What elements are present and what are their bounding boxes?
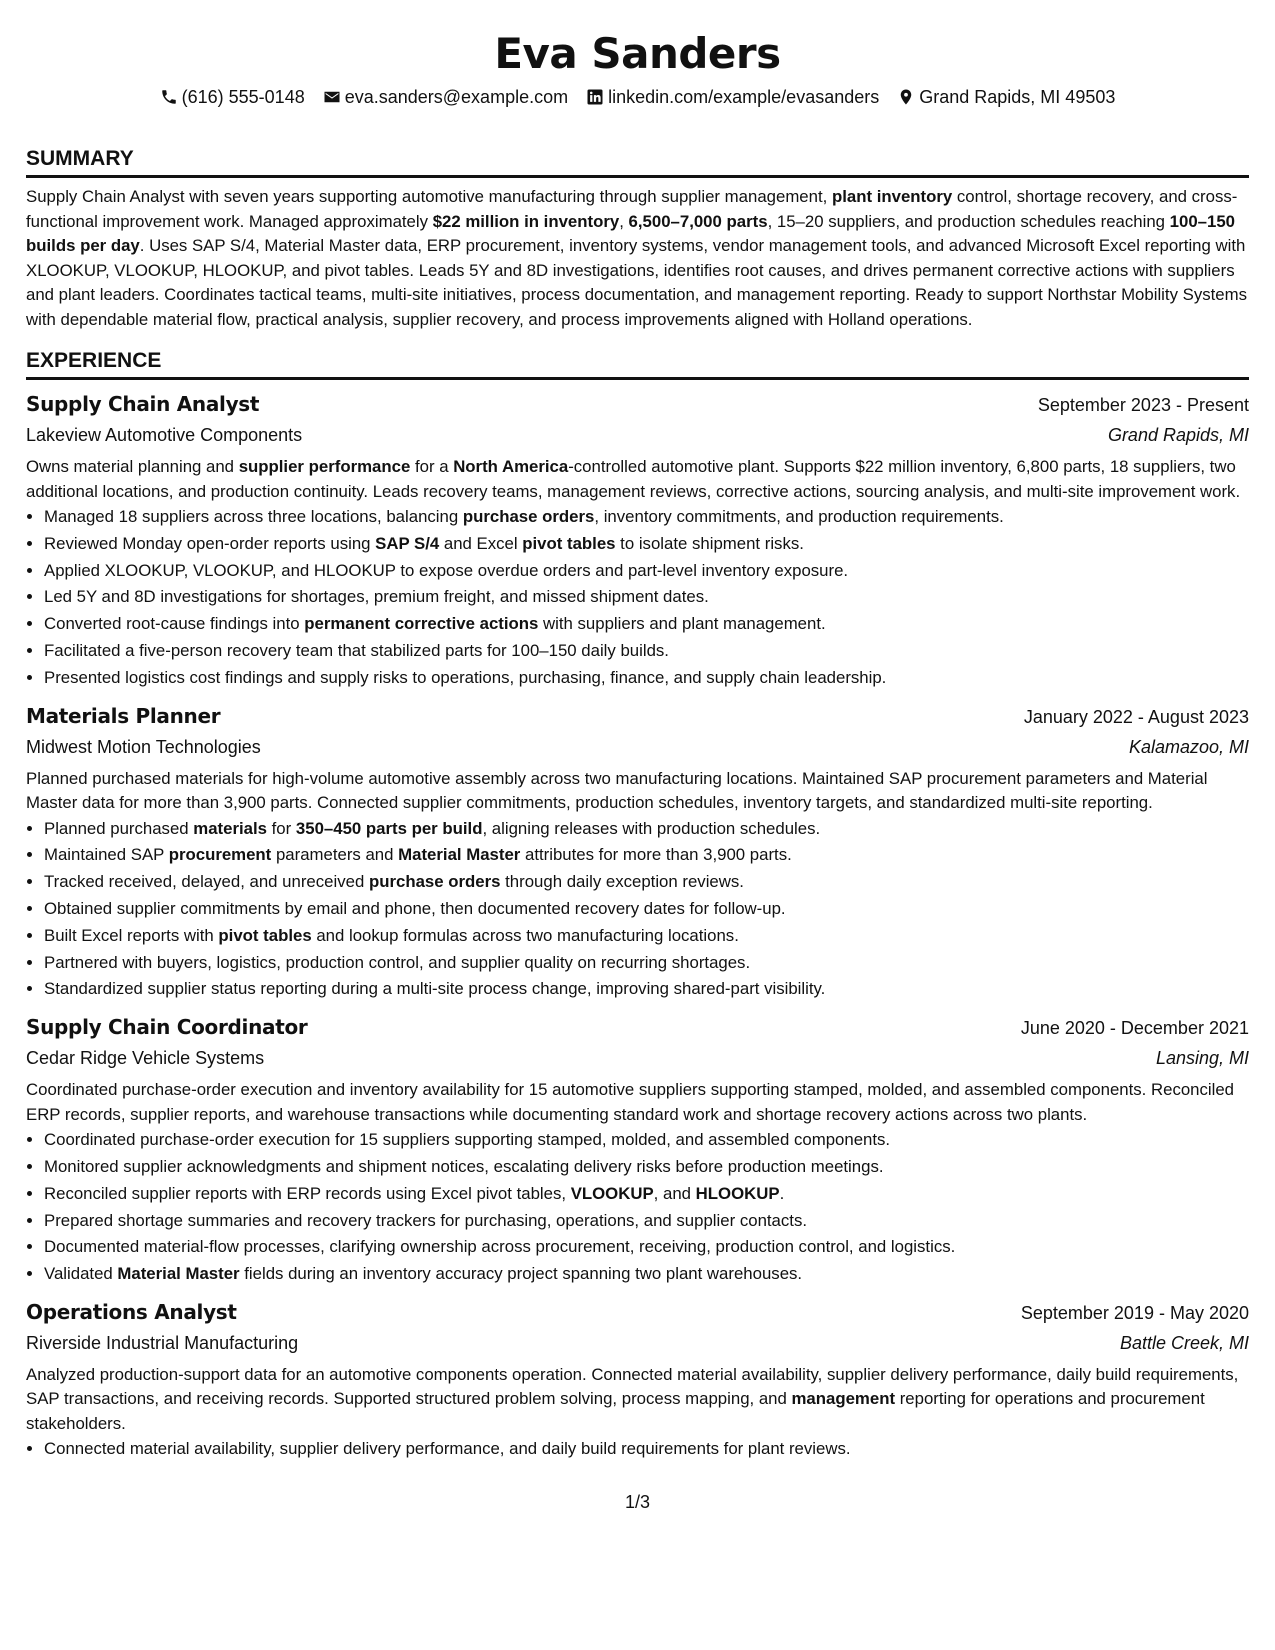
list-item — [44, 923, 1249, 950]
job-entry — [26, 1297, 1249, 1463]
job-title: Operations Analyst — [26, 1299, 237, 1324]
job-header-row — [26, 1012, 1249, 1043]
text-run: and Excel — [439, 533, 523, 553]
text-run: Reconciled supplier reports with ERP records using Excel pivot tables, — [44, 1183, 571, 1203]
bold-keyword: plant inventory — [831, 187, 953, 206]
bold-keyword: procurement — [168, 845, 272, 865]
list-item — [44, 611, 1249, 638]
text-run: to isolate shipment risks. — [615, 533, 804, 553]
job-location: Kalamazoo, MI — [1128, 736, 1249, 757]
job-dates: January 2022 - August 2023 — [1023, 706, 1249, 727]
text-run: parameters and — [271, 845, 399, 865]
bold-keyword: 6,500–7,000 parts — [628, 211, 768, 231]
text-run: . — [779, 1183, 785, 1203]
text-run: for — [266, 818, 296, 838]
job-description — [26, 767, 1249, 816]
text-run: Analyzed production-support data for an automotive components operation. Connected material availability, supplier delivery performance, daily build requirements, SAP transactions, and receiving records. Supported structured problem solving, process mapping, and — [26, 1364, 1239, 1409]
job-company-row — [26, 1043, 1249, 1073]
job-company: Midwest Motion Technologies — [26, 736, 261, 757]
text-run: , and — [653, 1183, 696, 1203]
job-bullet-list — [26, 504, 1249, 692]
text-run: , aligning releases with production schedules. — [482, 818, 821, 838]
text-run: Connected material availability, supplier delivery performance, and daily build requirements for plant reviews. — [44, 1439, 851, 1459]
summary-text — [26, 185, 1249, 332]
text-run: fields during an inventory accuracy project spanning two plant warehouses. — [239, 1264, 803, 1284]
job-company: Cedar Ridge Vehicle Systems — [26, 1048, 265, 1069]
job-header-row — [26, 389, 1249, 420]
contact-linkedin[interactable] — [586, 84, 879, 110]
list-item — [44, 976, 1249, 1003]
contact-location — [897, 84, 1115, 110]
bold-keyword: 350–450 parts per build — [295, 818, 483, 838]
text-run: Obtained supplier commitments by email and phone, then documented recovery dates for follow-up. — [44, 898, 786, 918]
job-company: Lakeview Automotive Components — [26, 425, 303, 445]
text-run: Coordinated purchase-order execution and inventory availability for 15 automotive suppliers supporting stamped, molded, and assembled components. Reconciled ERP records, supplier reports, and warehouse transactions while documenting standard work and shortage recovery actions across two plants. — [26, 1080, 1235, 1124]
text-run: , 15–20 suppliers, and production schedules reaching — [767, 211, 1170, 231]
text-run: Presented logistics cost findings and supply risks to operations, purchasing, finance, and supply chain leadership. — [44, 667, 887, 687]
text-run: Managed 18 suppliers across three locations, balancing — [44, 507, 463, 526]
text-run: for a — [410, 457, 454, 476]
bold-keyword: materials — [193, 818, 267, 838]
job-dates: June 2020 - December 2021 — [1020, 1018, 1249, 1039]
job-header-row — [26, 701, 1249, 732]
job-company-row — [26, 732, 1249, 762]
text-run: Partnered with buyers, logistics, production control, and supplier quality on recurring shortages. — [44, 952, 751, 972]
text-run: Reviewed Monday open-order reports using — [44, 533, 376, 553]
text-run: through daily exception reviews. — [500, 872, 744, 892]
job-entry — [26, 1012, 1249, 1288]
text-run: Prepared shortage summaries and recovery trackers for purchasing, operations, and supplier contacts. — [44, 1210, 807, 1230]
text-run: Applied XLOOKUP, VLOOKUP, and HLOOKUP to expose overdue orders and part-level inventory exposure. — [44, 560, 849, 580]
job-description — [26, 1078, 1249, 1127]
location-text: Grand Rapids, MI 49503 — [919, 87, 1116, 107]
list-item — [44, 816, 1249, 843]
bold-keyword: 100–150 builds per day — [26, 211, 1235, 255]
text-run: , inventory commitments, and production requirements. — [594, 507, 1004, 526]
job-bullet-list — [26, 1436, 1249, 1463]
summary-heading: SUMMARY — [26, 146, 1249, 178]
bold-keyword: Material Master — [117, 1264, 240, 1284]
contact-email[interactable] — [323, 84, 568, 110]
job-description — [26, 455, 1249, 504]
bold-keyword: Material Master — [398, 845, 521, 865]
list-item — [44, 950, 1249, 977]
job-entry — [26, 701, 1249, 1004]
text-run: with suppliers and plant management. — [538, 614, 826, 634]
text-run: , — [619, 211, 629, 231]
bold-keyword: HLOOKUP — [695, 1183, 780, 1203]
text-run: . Uses SAP S/4, Material Master data, ERP procurement, inventory systems, vendor management tools, and advanced Microsoft Excel reporting with XLOOKUP, VLOOKUP, HLOOKUP, and pivot tables. Leads 5Y and 8D investigations, identifies root causes, and drives permanent corrective actions with suppliers and plant leaders. Coordinates tactical teams, multi-site initiatives, process documentation, and management reporting. Ready to support Northstar Mobility Systems with dependable material flow, practical analysis, supplier recovery, and process improvements aligned with Holland operations. — [26, 236, 1247, 329]
job-header-row — [26, 1297, 1249, 1328]
job-company: Riverside Industrial Manufacturing — [26, 1332, 299, 1353]
list-item — [44, 1208, 1249, 1235]
list-item — [44, 842, 1249, 869]
list-item — [44, 896, 1249, 923]
job-description — [26, 1363, 1249, 1437]
text-run: Planned purchased — [44, 818, 194, 838]
text-run: control, shortage recovery, and cross-functional improvement work. Managed approximately — [26, 187, 1238, 231]
contact-phone — [160, 84, 305, 110]
bold-keyword: VLOOKUP — [570, 1183, 654, 1203]
text-run: Converted root-cause findings into — [44, 614, 305, 634]
text-run: Planned purchased materials for high-volume automotive assembly across two manufacturing locations. Maintained SAP procurement parameters and Material Master data for more than 3,900 parts. Connected supplier commitments, production schedules, inventory targets, and standardized multi-site reporting. — [26, 768, 1208, 813]
text-run: Tracked received, delayed, and unreceived — [44, 872, 369, 892]
list-item — [44, 869, 1249, 896]
list-item — [44, 1261, 1249, 1288]
job-company-row — [26, 1328, 1249, 1358]
bold-keyword: permanent corrective actions — [304, 614, 539, 634]
bold-keyword: supplier performance — [238, 457, 411, 476]
map-pin-icon — [897, 88, 915, 106]
candidate-name: Eva Sanders — [494, 29, 781, 78]
job-title: Supply Chain Analyst — [26, 392, 260, 416]
job-bullet-list — [26, 816, 1249, 1004]
job-bullet-list — [26, 1127, 1249, 1288]
list-item — [44, 638, 1249, 665]
text-run: Standardized supplier status reporting during a multi-site process change, improving shared-part visibility. — [44, 979, 826, 999]
job-title: Supply Chain Coordinator — [26, 1015, 308, 1040]
job-dates: September 2023 - Present — [1037, 395, 1249, 415]
job-location: Lansing, MI — [1155, 1048, 1249, 1069]
list-item — [44, 1234, 1249, 1261]
text-run: -controlled automotive plant. Supports $22 million inventory, 6,800 parts, 18 suppliers, two additional locations, and production continuity. Leads recovery teams, management reviews, corrective actions, sourcing analysis, and multi-site improvement work. — [26, 457, 1241, 501]
email-text: eva.sanders@example.com — [344, 87, 569, 107]
text-run: Maintained SAP — [44, 845, 169, 865]
phone-text: (616) 555-0148 — [181, 87, 305, 107]
list-item — [44, 558, 1249, 585]
text-run: Monitored supplier acknowledgments and shipment notices, escalating delivery risks before production meetings. — [44, 1156, 884, 1176]
envelope-icon — [323, 88, 341, 106]
text-run: attributes for more than 3,900 parts. — [520, 845, 792, 865]
bold-keyword: management — [791, 1389, 896, 1409]
list-item — [44, 584, 1249, 611]
text-run: Coordinated purchase-order execution for 15 suppliers supporting stamped, molded, and assembled components. — [44, 1130, 891, 1150]
bold-keyword: pivot tables — [218, 925, 312, 945]
contact-bar — [26, 84, 1249, 110]
bold-keyword: SAP S/4 — [375, 533, 440, 553]
bold-keyword: purchase orders — [462, 507, 595, 526]
text-run: Built Excel reports with — [44, 925, 219, 945]
list-item — [44, 1181, 1249, 1208]
bold-keyword: North America — [453, 457, 569, 476]
job-location: Grand Rapids, MI — [1107, 425, 1249, 445]
text-run: Facilitated a five-person recovery team that stabilized parts for 100–150 daily builds. — [44, 640, 669, 660]
text-run: Documented material-flow processes, clarifying ownership across procurement, receiving, production control, and logistics. — [44, 1237, 956, 1257]
job-company-row — [26, 420, 1249, 450]
text-run: Supply Chain Analyst with seven years supporting automotive manufacturing through supplier management, — [26, 187, 832, 206]
bold-keyword: pivot tables — [522, 533, 616, 553]
list-item — [44, 1127, 1249, 1154]
bold-keyword: $22 million in inventory — [432, 211, 620, 231]
list-item — [44, 1436, 1249, 1463]
linkedin-text: linkedin.com/example/evasanders — [608, 87, 880, 107]
text-run: Owns material planning and — [26, 457, 239, 476]
text-run: reporting for operations and procurement stakeholders. — [26, 1389, 1205, 1433]
text-run: Led 5Y and 8D investigations for shortages, premium freight, and missed shipment dates. — [44, 587, 709, 607]
text-run: Validated — [44, 1264, 118, 1284]
list-item — [44, 531, 1249, 558]
list-item — [44, 665, 1249, 692]
experience-list — [26, 389, 1249, 1463]
job-location: Battle Creek, MI — [1119, 1332, 1249, 1353]
experience-heading: EXPERIENCE — [26, 348, 1249, 380]
list-item — [44, 1154, 1249, 1181]
list-item — [44, 504, 1249, 531]
job-title: Materials Planner — [26, 703, 221, 728]
bold-keyword: purchase orders — [368, 872, 501, 892]
job-dates: September 2019 - May 2020 — [1020, 1302, 1249, 1323]
page-number: 1/3 — [624, 1492, 651, 1512]
linkedin-icon — [586, 88, 604, 106]
text-run: and lookup formulas across two manufacturing locations. — [311, 925, 739, 945]
job-entry — [26, 389, 1249, 692]
phone-icon — [160, 88, 178, 106]
